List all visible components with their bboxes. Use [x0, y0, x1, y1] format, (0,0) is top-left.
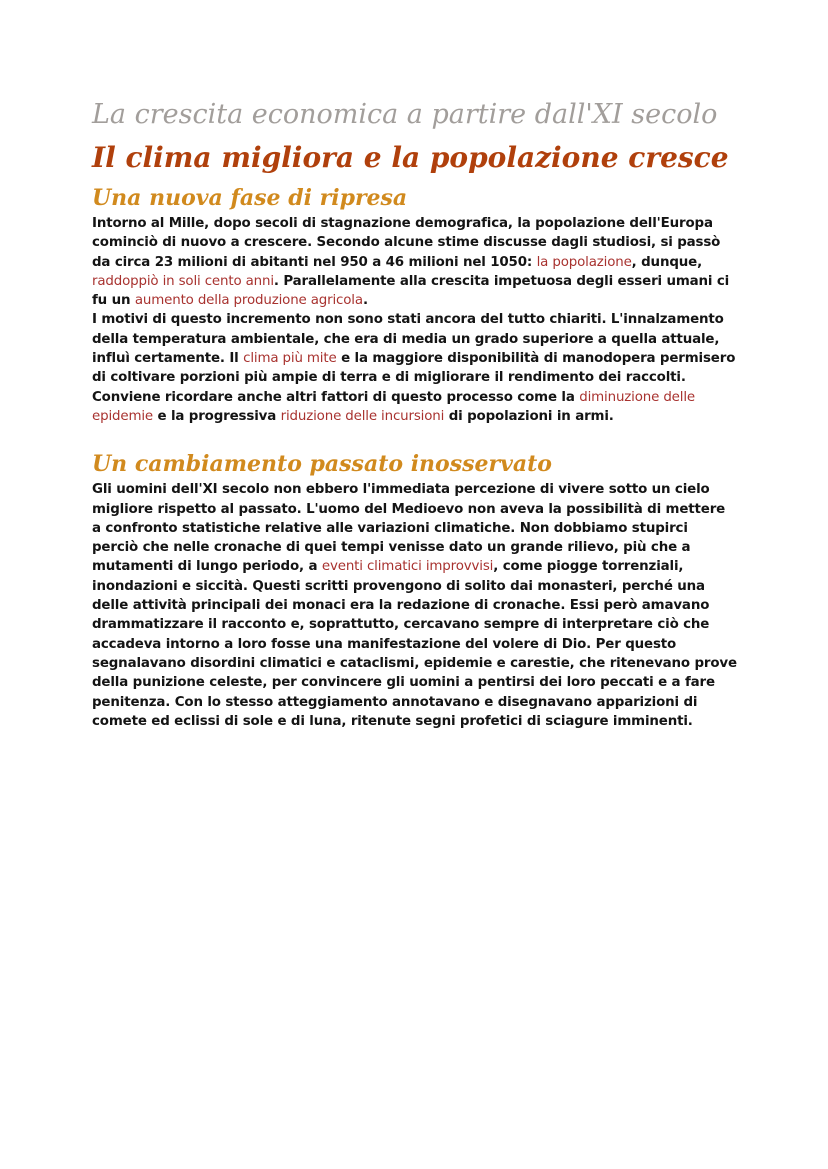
text-run: di popolazioni in armi.	[444, 408, 614, 424]
text-run: I motivi di questo incremento non sono stati ancora del tutto chiariti. L'innalzamento della temperatura ambientale, che era di media un grado superiore a quella attuale, influì certamente. Il	[92, 312, 724, 367]
section-heading-ripresa: Una nuova fase di ripresa	[92, 185, 408, 211]
text-run: e la maggiore disponibilità di manodopera permisero di coltivare porzioni più ampie di terra e di migliorare il rendimento dei raccolti. Conviene ricordare anche altri fattori di questo processo come la	[92, 351, 736, 405]
text-run: , come piogge torrenziali, inondazioni e siccità. Questi scritti provengono di solito dai monasteri, perché una delle attività principali dei monaci era la redazione di cronache. Essi però amavano drammatizzare il racconto e, soprattutto, cercavano sempre di interpretare ciò che accadeva intorno a loro fosse una manifestazione del volere di Dio. Per questo segnalavano disordini climatici e cataclismi, epidemie e carestie, che ritenevano prove della punizione celeste, per convincere gli uomini a pentirsi dei loro peccati e a fare penitenza. Con lo stesso atteggiamento annotavano e disegnavano apparizioni di comete ed eclissi di sole e di luna, ritenute segni profetici di sciagure imminenti.	[92, 559, 737, 729]
text-run: e la progressiva	[153, 408, 281, 424]
section-heading-cambiamento: Un cambiamento passato inosservato	[92, 451, 552, 478]
highlight-popolazione: la popolazione	[536, 254, 632, 270]
highlight-clima-mite: clima più mite	[243, 351, 337, 367]
section-ripresa	[92, 182, 738, 426]
highlight-raddoppio: raddoppiò in soli cento anni	[92, 273, 274, 289]
page-title: La crescita economica a partire dall'XI secolo	[92, 99, 718, 130]
highlight-epidemie: diminuzione delle epidemie	[92, 389, 695, 424]
text-run: Intorno al Mille, dopo secoli di stagnazione demografica, la popolazione dell'Europa cominciò di nuovo a crescere. Secondo alcune stime discusse dagli studiosi, si passò da circa 23 milioni di abitanti nel 950 a 46 milioni nel 1050:	[92, 216, 721, 270]
highlight-incursioni: riduzione delle incursioni	[280, 408, 445, 424]
paragraph-popolazione	[92, 214, 738, 310]
paragraph-cronache	[92, 480, 738, 731]
text-run: , dunque,	[631, 254, 703, 270]
text-run: Gli uomini dell'XI secolo non ebbero l'immediata percezione di vivere sotto un cielo migliore rispetto al passato. L'uomo del Medioevo non aveva la possibilità di mettere a confronto statistiche relative alle variazioni climatiche. Non dobbiamo stupirci perciò che nelle cronache di quei tempi venisse dato un grande rilievo, più che a mutamenti di lungo periodo, a	[92, 482, 726, 575]
page-subtitle: Il clima migliora e la popolazione cresce	[92, 141, 729, 174]
paragraph-motivi	[92, 310, 738, 426]
text-run: .	[362, 293, 368, 309]
highlight-eventi-climatici: eventi climatici improvvisi	[321, 559, 494, 575]
highlight-produzione-agricola: aumento della produzione agricola	[134, 293, 363, 309]
section-cambiamento	[92, 448, 738, 731]
text-run: . Parallelamente alla crescita impetuosa degli esseri umani ci fu un	[92, 273, 730, 309]
